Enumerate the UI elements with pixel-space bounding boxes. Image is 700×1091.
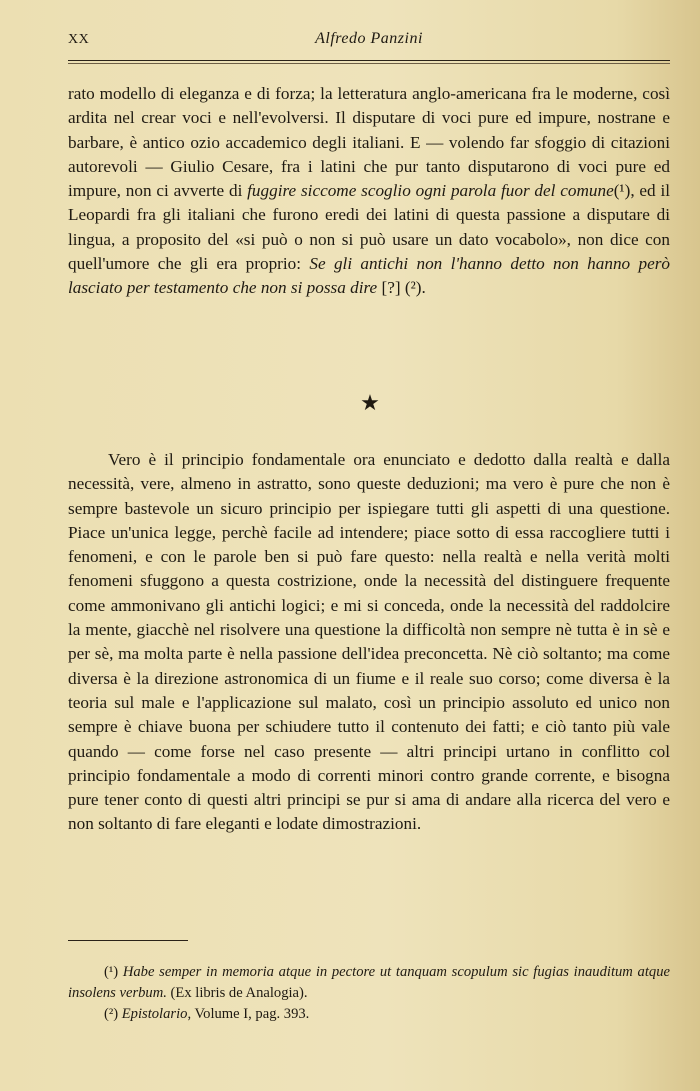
- running-title: Alfredo Panzini: [315, 30, 423, 47]
- footnote-ref-2: (²): [404, 278, 422, 298]
- footnote-rule: [68, 940, 188, 941]
- section-separator-star: ★: [360, 390, 380, 415]
- footnote-2-source: , Volume I, pag. 393.: [187, 1006, 310, 1022]
- para1-text-3: [?]: [377, 278, 405, 298]
- paragraph-1: [68, 82, 670, 301]
- paragraph-continuation: [68, 82, 670, 301]
- caesar-quote: fuggire siccome scoglio ogni parola fuor del comune: [247, 181, 614, 201]
- page-number: XX: [68, 32, 90, 47]
- footnote-1-source: (Ex libris de Analogia).: [166, 985, 308, 1001]
- paragraph-2: Vero è il principio fondamentale ora enunciato e dedotto dalla realtà e dalla necessità, vere, almeno in astratto, sono queste deduzioni; ma vero è pure che non è sempre bastevole un sicuro principio per ispiegare tutti gli aspetti di una questione. Piace un'unica legge, perchè facile ad intendere; piace sotto di essa raccogliere tutti i fenomeni, e con le parole ben si può fare questo: nella realtà e nella verità molti fenomeni sfuggono a questa costrizione, onde la necessità del distinguere frequente come ammonivano gli antichi logici; e mi si conceda, onde la necessità del raddolcire la mente, giacchè nel risolvere una questione la difficoltà non sempre nè tutta è in sè e per sè, ma molta parte è nella passione dell'idea preconcetta. Nè ciò soltanto; ma come diversa è la direzione astronomica di un fiume e il reale suo corso; come diversa è la teoria sul male e l'applicazione sul malato, così un principio assoluto ed unico non sempre è chiave buona per schiudere tutto il contenuto dei fatti; e ciò tanto più vale quando — come forse nel caso presente — altri principi urtano in conflitto col principio fondamentale a modo di correnti minori contro grande corrente, e bisogna pure tener conto di questi altri principi se pur si ama di andare alla ricerca del vero e non soltanto di fare eleganti e lodate dimostrazioni.: [68, 450, 670, 834]
- leopardi-quote: Se gli antichi non l'hanno detto non hanno però lasciato per testamento che non si possa dire: [68, 254, 670, 298]
- footnote-1-latin: Habe semper in memoria atque in pectore ut tanquam scopulum sic fugias inauditum atque insolens verbum.: [68, 964, 670, 1001]
- paragraph-2-block: [68, 448, 670, 837]
- header-rule-secondary: [68, 63, 670, 64]
- footnote-1-mark: (¹): [104, 964, 119, 980]
- footnote-1: [68, 962, 670, 1004]
- footnote-ref-1: (¹): [613, 181, 631, 201]
- footnotes: [68, 962, 670, 1025]
- footnote-2-mark: (²): [104, 1006, 119, 1022]
- para1-text-2: , ed il Leopardi fra gli italiani che furono eredi dei latini di questa passione a disputare di lingua, a proposito del «si può o non si può usare un dato vocabolo», non dice con quell'umore che gli era proprio:: [68, 181, 671, 274]
- para1-text-4: .: [421, 278, 426, 298]
- footnote-2: [68, 1004, 670, 1025]
- para1-text-1: rato modello di eleganza e di forza; la letteratura anglo-americana fra le moderne, così ardita nel crear voci e nell'evolversi. Il disputare di voci pure ed impure, nostrane e barbare, è antico ozio accademico degli italiani. E — volendo far sfoggio di citazioni autorevoli — Giulio Cesare, fra i latini che pur tanto disputarono di voci pure ed impure, non ci avverte di: [68, 84, 670, 201]
- page-header: [68, 30, 670, 54]
- footnote-2-title: Epistolario: [121, 1006, 188, 1022]
- header-rule: [68, 60, 670, 61]
